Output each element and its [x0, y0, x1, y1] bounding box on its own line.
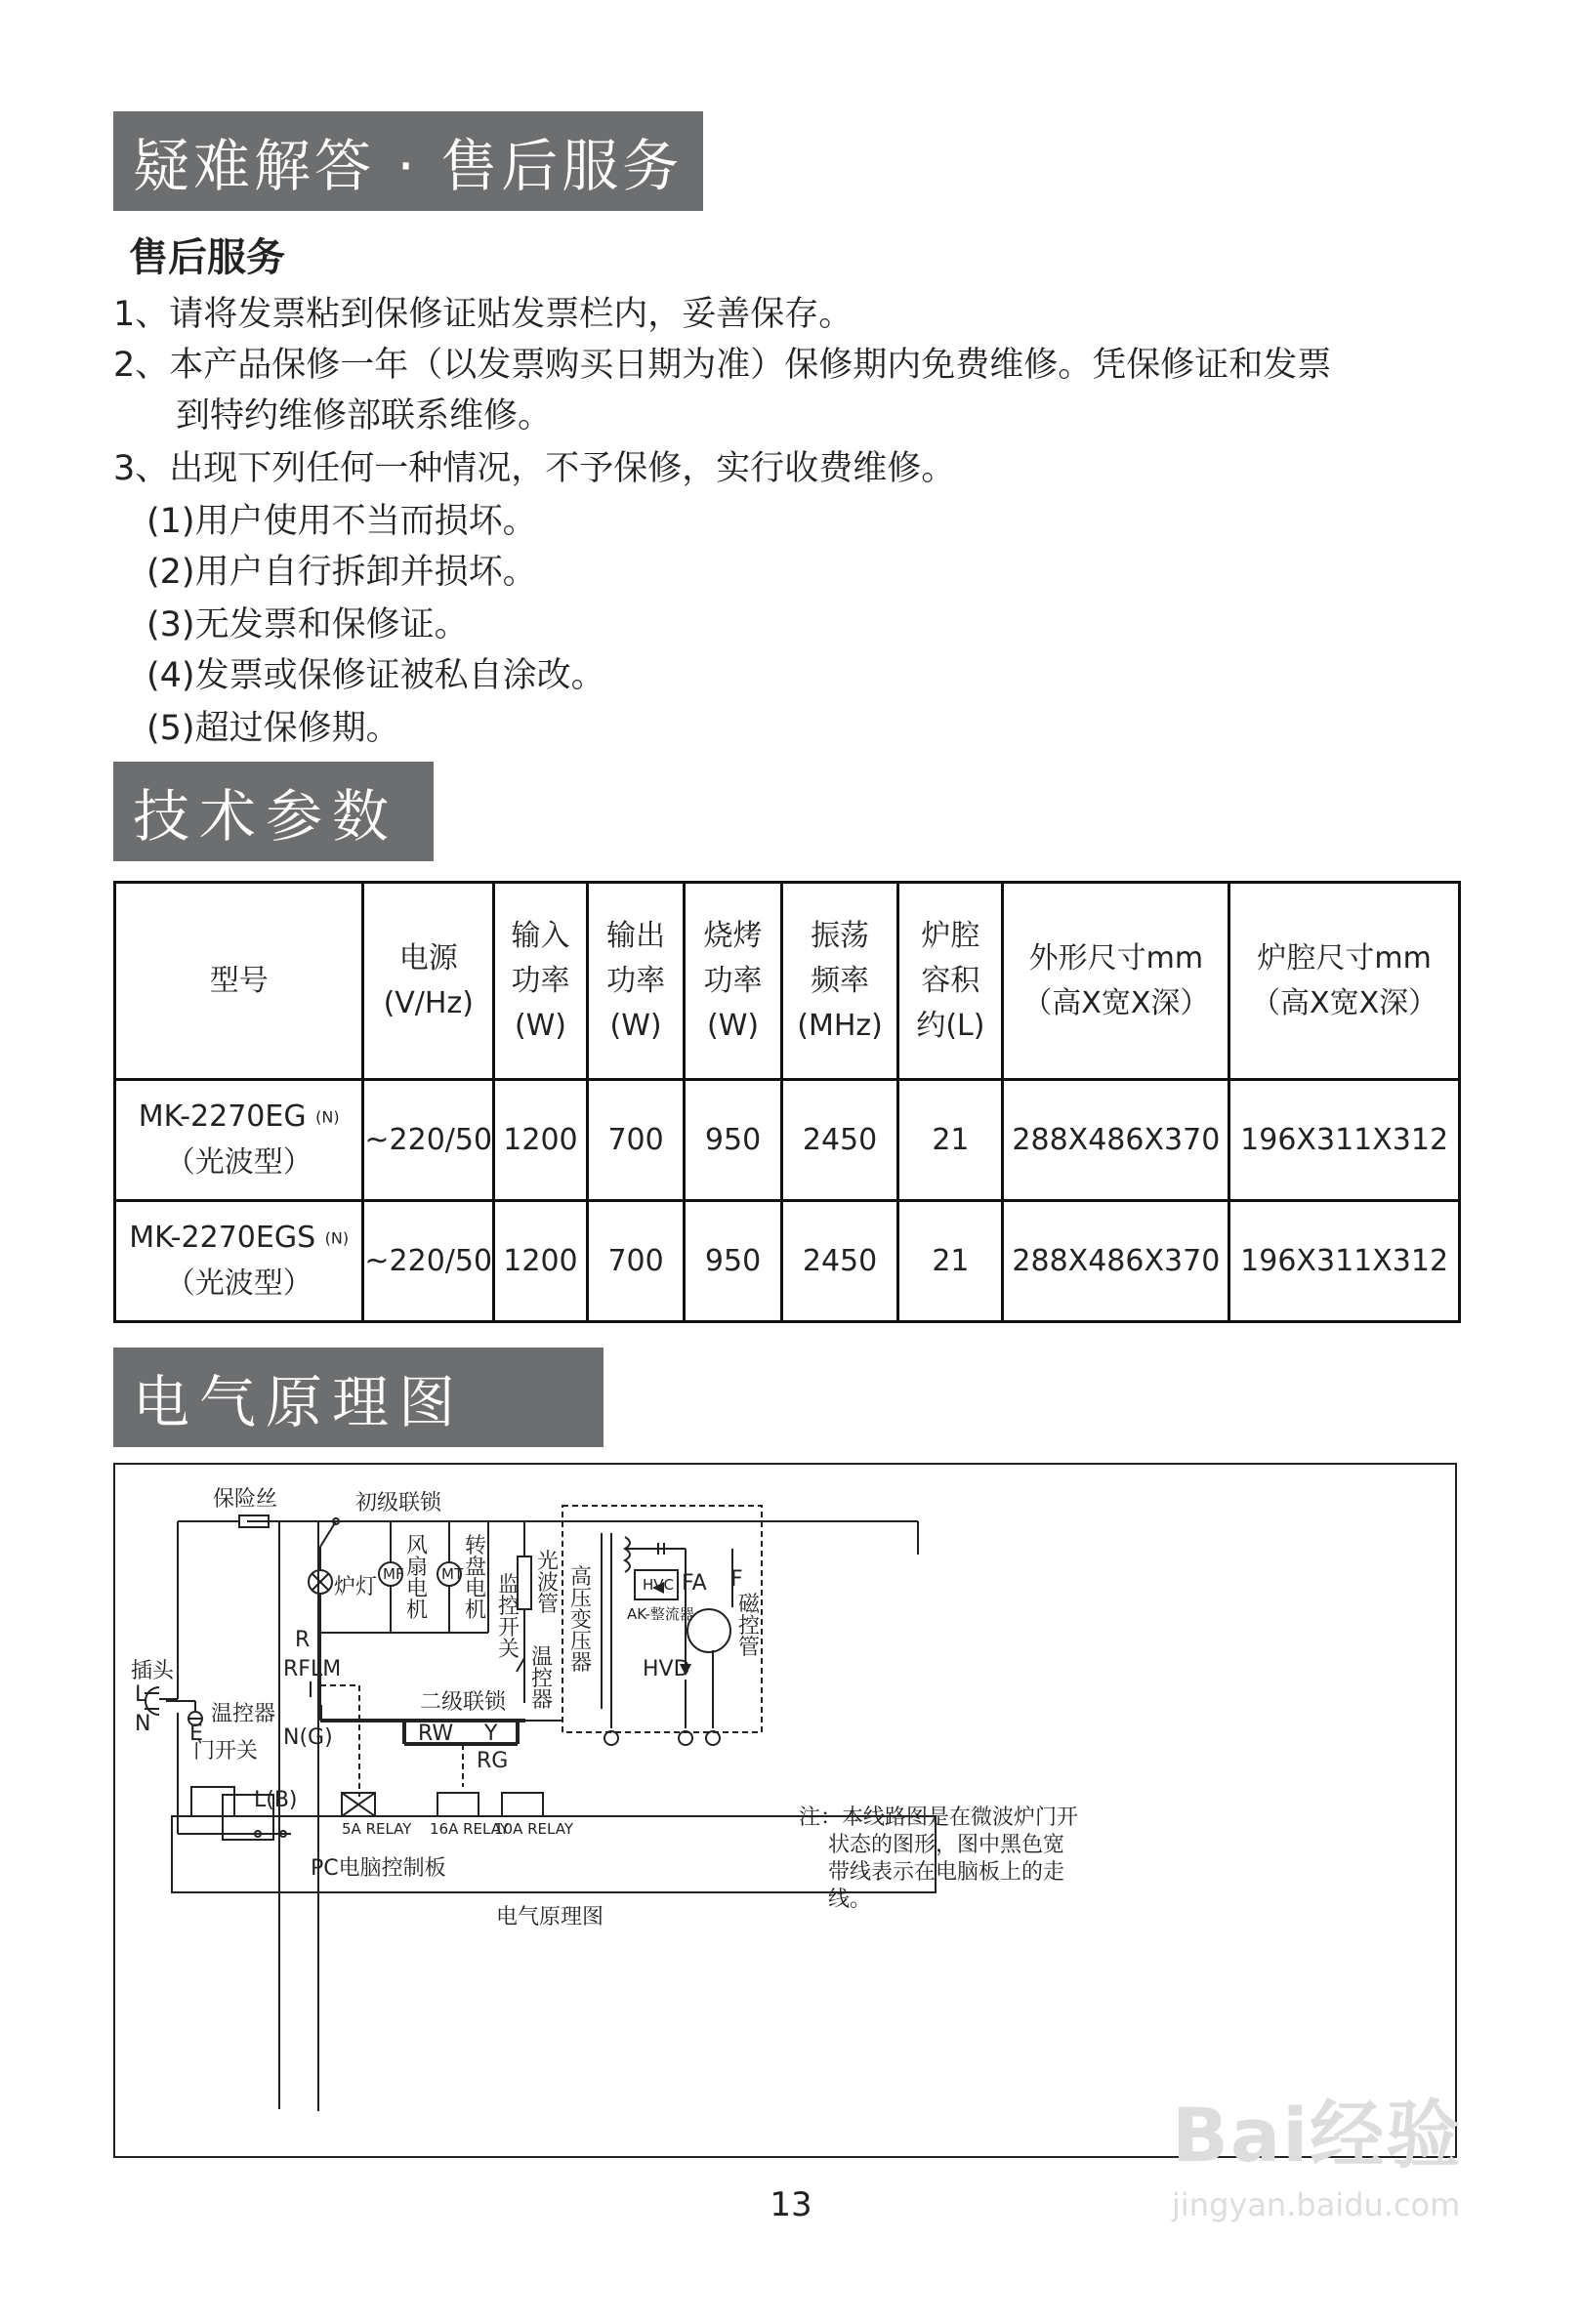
section-title-spec: 技术参数 [113, 762, 434, 861]
label-fan-motor-1: 风 [406, 1534, 429, 1558]
label-caption: 电气原理图 [496, 1905, 604, 1930]
cell-output: 700 [587, 1080, 684, 1201]
header-power: 电源 (V/Hz) [363, 883, 494, 1080]
label-fan-motor-4: 机 [406, 1598, 429, 1623]
watermark-url: jingyan.baidu.com [1172, 2186, 1461, 2223]
cell-cavity-size: 196X311X312 [1229, 1080, 1460, 1201]
service-item-1: 1、请将发票粘到保修证贴发票栏内，妥善保存。 [113, 295, 853, 334]
label-plug: 插头 [131, 1659, 175, 1683]
note-line-4: 线。 [828, 1888, 872, 1912]
label-N: N [135, 1712, 151, 1736]
label-thermostat: 温控器 [211, 1702, 276, 1726]
label-hvt-1: 高 [570, 1565, 593, 1590]
service-sub-1: (1)用户使用不当而损坏。 [146, 502, 537, 541]
table-header-row [115, 883, 1460, 1080]
service-sub-2: (2)用户自行拆卸并损坏。 [146, 553, 537, 592]
label-thermo-1: 温 [531, 1645, 554, 1670]
cell-frequency: 2450 [781, 1201, 898, 1322]
table-row [115, 1080, 1460, 1201]
ground-symbol-b [679, 1731, 692, 1745]
relay-16a-symbol [437, 1793, 479, 1816]
label-monitor-3: 开 [498, 1616, 520, 1640]
page-number: 13 [770, 2185, 812, 2224]
header-frequency: 振荡 频率 (MHz) [781, 883, 898, 1080]
label-MT: MT [441, 1565, 464, 1583]
cell-input: 1200 [494, 1201, 588, 1322]
section-title-service: 疑难解答 · 售后服务 [113, 111, 703, 211]
cell-model: MK-2270EGS (N) （光波型） [115, 1201, 363, 1322]
label-L: L [135, 1682, 147, 1707]
label-pc-board: PC电脑控制板 [311, 1856, 446, 1881]
label-HVD: HVD [643, 1657, 690, 1681]
plug-symbol [146, 1687, 159, 1715]
label-Y: Y [484, 1722, 498, 1746]
label-RG: RG [477, 1749, 509, 1773]
section-title-circuit: 电气原理图 [113, 1348, 604, 1447]
service-item-2-cont: 到特约维修部联系维修。 [176, 396, 553, 436]
cell-outer-size: 288X486X370 [1003, 1201, 1229, 1322]
label-RW: RW [418, 1722, 454, 1746]
label-secondary-interlock: 二级联锁 [420, 1690, 507, 1715]
service-sub-4: (4)发票或保修证被私自涂改。 [146, 656, 605, 695]
label-turntable-2: 盘 [465, 1556, 487, 1580]
service-heading: 售后服务 [129, 235, 285, 280]
label-RFLM: RFLM [283, 1657, 342, 1681]
note-line-3: 带线表示在电脑板上的走 [828, 1860, 1065, 1885]
label-monitor-1: 监 [498, 1573, 520, 1598]
label-magnetron-1: 磁 [738, 1593, 761, 1617]
cell-power: ~220/50 [363, 1201, 494, 1322]
note-line-2: 状态的图形，图中黑色宽 [828, 1833, 1065, 1857]
label-hvt-4: 压 [570, 1630, 593, 1654]
label-fan-motor-3: 电 [406, 1577, 429, 1601]
table-row [115, 1201, 1460, 1322]
label-rectifier: AK-整流器 [627, 1605, 694, 1623]
door-switch-box [191, 1787, 234, 1816]
label-E: E [189, 1722, 203, 1746]
header-capacity: 炉腔 容积 约(L) [898, 883, 1003, 1080]
header-output: 输出 功率 (W) [587, 883, 684, 1080]
light-tube-symbol [518, 1556, 531, 1609]
cell-frequency: 2450 [781, 1080, 898, 1201]
label-fuse: 保险丝 [213, 1487, 278, 1512]
header-outer-size: 外形尺寸mm （高X宽X深） [1003, 883, 1229, 1080]
circuit-diagram [113, 1463, 1457, 2158]
cell-grill: 950 [685, 1080, 781, 1201]
watermark [1172, 2076, 1543, 2252]
label-relay-5a: 5A RELAY [342, 1820, 412, 1838]
label-primary-interlock: 初级联锁 [355, 1491, 442, 1515]
label-MF: MF [383, 1565, 404, 1583]
label-hvt-5: 器 [570, 1651, 593, 1676]
label-F: F [730, 1567, 743, 1592]
service-item-2: 2、本产品保修一年（以发票购买日期为准）保修期内免费维修。凭保修证和发票 [113, 346, 1332, 385]
label-fan-motor-2: 扇 [406, 1556, 429, 1580]
label-door-switch: 门开关 [193, 1739, 259, 1764]
primary-interlock-switch [320, 1521, 336, 1547]
cell-capacity: 21 [898, 1201, 1003, 1322]
cell-output: 700 [587, 1201, 684, 1322]
service-sub-5: (5)超过保修期。 [146, 709, 400, 748]
label-tube-1: 光 [537, 1550, 560, 1574]
label-turntable-4: 机 [465, 1598, 487, 1623]
label-tube-3: 管 [537, 1593, 560, 1617]
service-sub-3: (3)无发票和保修证。 [146, 605, 469, 644]
label-thermo-3: 器 [531, 1688, 554, 1713]
label-turntable-3: 电 [465, 1577, 487, 1601]
label-NG: N(G) [283, 1725, 333, 1750]
label-monitor-2: 控 [498, 1595, 520, 1619]
cell-grill: 950 [685, 1201, 781, 1322]
ground-symbol-c [706, 1731, 720, 1745]
relay-10a-symbol [502, 1793, 543, 1816]
cell-capacity: 21 [898, 1080, 1003, 1201]
label-turntable-1: 转 [465, 1534, 487, 1558]
service-item-3: 3、出现下列任何一种情况，不予保修，实行收费维修。 [113, 449, 956, 488]
transformer-secondary-coil [625, 1537, 630, 1572]
watermark-logo: Bai经验 [1172, 2092, 1463, 2179]
cell-cavity-size: 196X311X312 [1229, 1201, 1460, 1322]
label-FA: FA [682, 1571, 707, 1596]
label-HVC: HVC [643, 1576, 675, 1594]
label-thermo-2: 控 [531, 1667, 554, 1691]
cell-model: MK-2270EG (N) （光波型） [115, 1080, 363, 1201]
circuit-svg [115, 1465, 1459, 2160]
cell-input: 1200 [494, 1080, 588, 1201]
header-grill: 烧烤 功率 (W) [685, 883, 781, 1080]
label-R: R [295, 1628, 311, 1652]
label-LB: L(B) [254, 1788, 298, 1812]
header-cavity-size: 炉腔尺寸mm （高X宽X深） [1229, 883, 1460, 1080]
label-hvt-3: 变 [570, 1608, 593, 1633]
ground-symbol-a [604, 1731, 618, 1745]
label-magnetron-3: 管 [738, 1636, 761, 1660]
label-monitor-4: 关 [498, 1638, 520, 1662]
label-relay-16a: 16A RELAY [430, 1820, 509, 1838]
label-lamp: 炉灯 [334, 1575, 378, 1599]
header-model: 型号 [115, 883, 363, 1080]
header-input: 输入 功率 (W) [494, 883, 588, 1080]
label-relay-10a: 10A RELAY [494, 1820, 573, 1838]
label-magnetron-2: 控 [738, 1614, 761, 1639]
cell-power: ~220/50 [363, 1080, 494, 1201]
label-hvt-2: 压 [570, 1587, 593, 1611]
label-tube-2: 波 [537, 1571, 560, 1596]
spec-table [113, 881, 1461, 1323]
note-line-1: 注：本线路图是在微波炉门开 [799, 1805, 1079, 1830]
cell-outer-size: 288X486X370 [1003, 1080, 1229, 1201]
